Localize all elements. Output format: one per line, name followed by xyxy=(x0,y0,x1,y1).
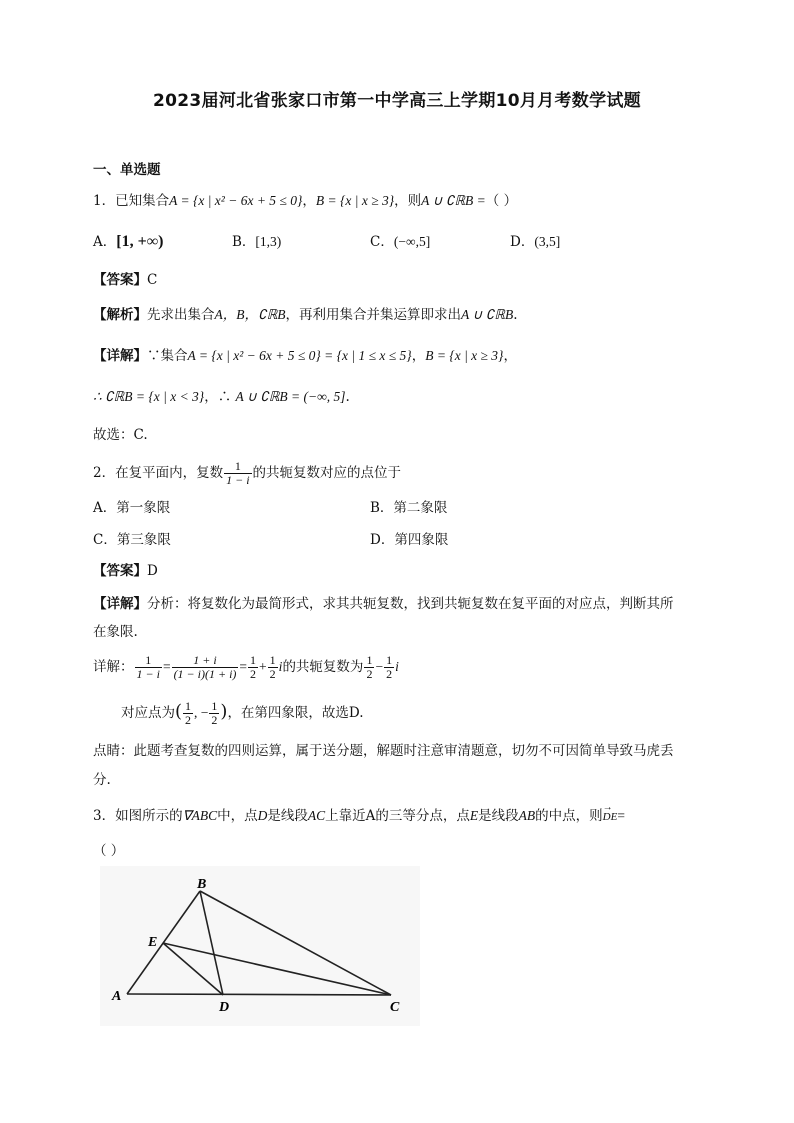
point-label-e: E xyxy=(148,935,158,950)
q2-detail-line-1: 【详解】分析：将复数化为最简形式，求其共轭复数，找到共轭复数在复平面的对应点，判断其所 xyxy=(93,596,674,612)
vertex-label-b: B xyxy=(197,877,207,892)
q2-option-b: B．第二象限 xyxy=(370,500,448,516)
question-3-stem: 3．如图所示的∇ABC中，点D是线段AC上靠近A的三等分点，点E是线段AB的中点，则 → DE= xyxy=(93,802,625,824)
q1-detail-line-2: ∴ ∁ℝB = {x | x < 3}，∴ A ∪ ∁ℝB = (−∞, 5]. xyxy=(93,389,350,405)
stem-text: 已知集合 xyxy=(115,193,170,209)
q1-conclusion: 故选：C. xyxy=(93,427,148,443)
q2-note-line-2: 分. xyxy=(93,772,111,788)
vertex-label-a: A xyxy=(112,989,122,1004)
q1-option-d: D．(3,5] xyxy=(510,234,561,250)
stem-text: ，则 xyxy=(394,193,422,209)
answer-blank: （ ） xyxy=(485,193,518,209)
union-expression: A ∪ ∁ℝB = xyxy=(421,193,486,208)
q1-analysis: 【解析】先求出集合A，B，∁ℝB，再利用集合并集运算即求出A ∪ ∁ℝB. xyxy=(93,307,518,323)
triangle-figure xyxy=(100,866,420,1026)
q2-option-a: A．第一象限 xyxy=(93,500,171,516)
q1-detail-line-1: 【详解】∵集合A = {x | x² − 6x + 5 ≤ 0} = {x | 1 ≤ x ≤ 5}，B = {x | x ≥ 3}， xyxy=(93,348,517,364)
segment-ac xyxy=(127,994,391,995)
question-3-blank: （ ） xyxy=(93,843,125,859)
q1-option-c: C．(−∞,5] xyxy=(370,234,431,250)
q2-point-line: 对应点为( $\frac{1}{2}$ , − $\frac{1}{2}$ )，在第四象限，故选D. xyxy=(121,699,364,727)
fraction: $\frac{1}{1 - i}$ xyxy=(226,459,250,487)
q2-detail-line-2: 在象限. xyxy=(93,624,138,640)
q1-option-a: A．[1, +∞) xyxy=(93,233,164,250)
q1-option-b: B．[1,3) xyxy=(232,234,282,250)
vertex-label-c: C xyxy=(390,1000,400,1015)
q2-derivation: 详解： $\frac{1}{1 - i}$ = $\frac{1 + i}{(1 - i)(1 + i)}$ = $\frac{1}{2}$ + $\frac{1}{2}$ i的共轭复数为 $\frac{1}{2}$ − $\frac{1}{2}$ i xyxy=(93,653,399,681)
page-title: 2023届河北省张家口市第一中学高三上学期10月月考数学试题 xyxy=(153,91,641,111)
question-number: 1． xyxy=(93,193,116,209)
separator: ， xyxy=(302,193,316,209)
q1-answer: 【答案】C xyxy=(93,272,158,288)
set-a-expression: A = {x | x² − 6x + 5 ≤ 0} xyxy=(169,193,303,208)
point-label-d: D xyxy=(219,1000,230,1015)
question-2-stem: 2．在复平面内，复数 $\frac{1}{1 - i}$ 的共轭复数对应的点位于 xyxy=(93,459,402,487)
question-1-stem xyxy=(93,191,517,211)
set-b-expression: B = {x | x ≥ 3} xyxy=(315,193,395,208)
q2-answer: 【答案】D xyxy=(93,563,158,579)
q2-note-line-1: 点睛：此题考查复数的四则运算，属于送分题，解题时注意审清题意，切勿不可因简单导致马虎丢 xyxy=(93,743,674,759)
q2-option-c: C．第三象限 xyxy=(93,532,171,548)
section-heading: 一、单选题 xyxy=(93,162,161,178)
q2-option-d: D．第四象限 xyxy=(370,532,449,548)
